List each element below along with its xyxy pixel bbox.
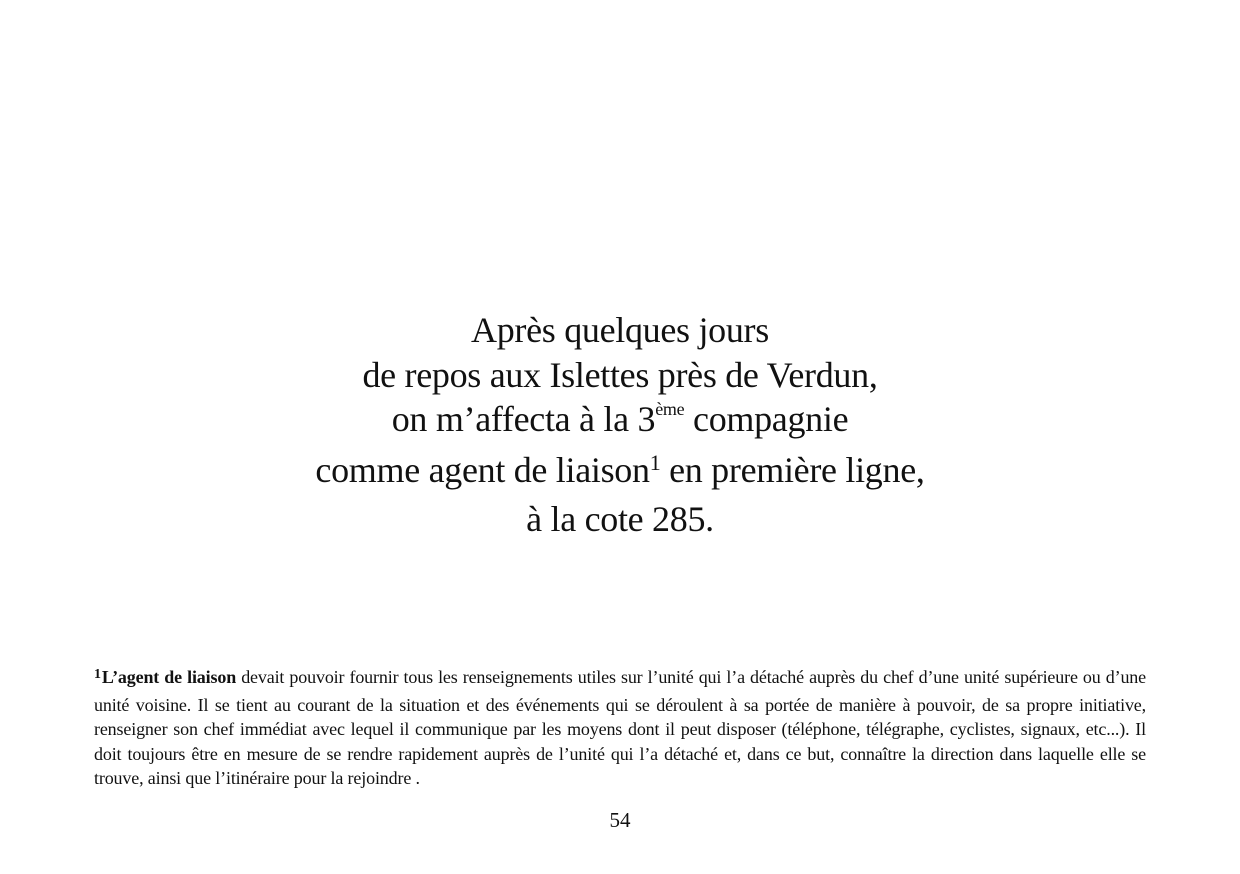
main-line-4 [0,448,1240,498]
main-line-1: Après quelques jours [471,310,769,350]
footnote [94,665,1146,791]
footnote-reference: 1 [649,449,661,475]
footnote-marker: 1 [94,667,101,682]
main-line-2: de repos aux Islettes près de Verdun, [362,354,878,395]
footnote-term: L’agent de liaison [101,667,237,687]
ordinal-superscript: ème [655,399,685,419]
main-line-3-start: on m’affecta à la 3 [391,399,656,439]
main-line-4-start: comme agent de liaison [315,449,650,490]
main-line-3-end: compagnie [684,399,849,439]
main-line-5: à la cote 285. [526,499,714,539]
main-line-3 [0,397,1240,448]
page-number: 54 [609,808,631,832]
main-passage [0,308,1240,542]
footnote-text: devait pouvoir fournir tous les renseignements utiles sur l’unité qui l’a détaché auprès du chef d’une unité supérieure ou d’une unité voisine. Il se tient au courant de la situation et des événements qui se déroulent à sa portée de manière à pouvoir, de sa propre initiative, renseigner son chef immédiat avec lequel il communique par les moyens dont il peut disposer (téléphone, télégraphe, cyclistes, signaux, etc...). Il doit toujours être en mesure de se rendre rapidement auprès de l’unité qui l’a détaché et, dans ce but, connaître la direction dans laquelle elle se trouve, ainsi que l’itinéraire pour la rejoindre . [94,667,1146,788]
main-line-4-end: en première ligne, [660,449,925,490]
